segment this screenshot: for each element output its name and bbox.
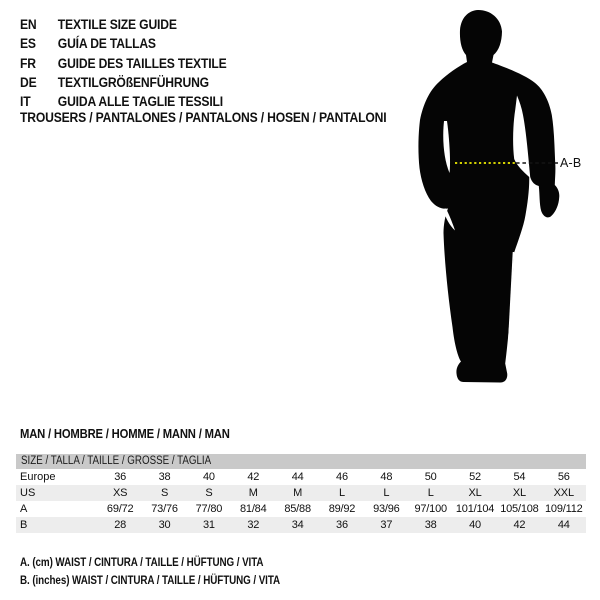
size-table bbox=[16, 454, 586, 533]
size-cell: 31 bbox=[202, 519, 215, 531]
footnote-a-text: A. (cm) WAIST / CINTURA / TAILLE / HÜFTUNG / VITA bbox=[20, 555, 264, 569]
section-title bbox=[20, 426, 253, 442]
language-row bbox=[20, 15, 227, 34]
table-row bbox=[16, 501, 586, 517]
size-cell: 38 bbox=[424, 519, 437, 531]
language-label: GUIDE DES TAILLES TEXTILE bbox=[57, 55, 227, 71]
measure-label: A-B bbox=[560, 156, 582, 170]
table-row bbox=[16, 485, 586, 501]
row-label: A bbox=[20, 503, 28, 515]
row-label: Europe bbox=[20, 471, 56, 483]
man-silhouette-figure bbox=[415, 5, 565, 390]
size-cell: L bbox=[339, 487, 345, 499]
section-title-text: MAN / HOMBRE / HOMME / MANN / MAN bbox=[20, 427, 230, 441]
size-cell: 34 bbox=[291, 519, 304, 531]
size-cell: 52 bbox=[469, 471, 481, 483]
size-cell: XXL bbox=[553, 487, 574, 499]
size-cell: XS bbox=[113, 487, 128, 499]
size-cell: 32 bbox=[247, 519, 260, 531]
size-cell: 105/108 bbox=[500, 503, 539, 515]
size-cell: S bbox=[160, 487, 169, 499]
size-cell: XL bbox=[512, 487, 526, 499]
size-cell: S bbox=[205, 487, 213, 499]
language-row bbox=[20, 54, 227, 73]
language-label: GUIDA ALLE TAGLIE TESSILI bbox=[57, 94, 223, 110]
size-cell: 42 bbox=[247, 471, 260, 483]
language-code: EN bbox=[20, 17, 37, 32]
size-cell: L bbox=[427, 487, 434, 499]
size-cell: XL bbox=[468, 487, 482, 499]
table-row bbox=[16, 469, 586, 485]
size-cell: 46 bbox=[336, 471, 348, 483]
size-cell: 73/76 bbox=[151, 503, 178, 515]
footnote-b-text: B. (inches) WAIST / CINTURA / TAILLE / HÜFTUNG / VITA bbox=[20, 573, 281, 588]
size-cell: 44 bbox=[291, 471, 304, 483]
language-code: FR bbox=[20, 55, 36, 71]
size-cell: 101/104 bbox=[455, 503, 495, 515]
language-row bbox=[20, 34, 227, 53]
size-cell: M bbox=[293, 487, 303, 499]
size-table-body bbox=[16, 469, 586, 533]
size-cell: L bbox=[383, 487, 390, 499]
size-cell: 30 bbox=[158, 519, 171, 531]
size-cell: 81/84 bbox=[239, 503, 267, 515]
size-cell: 109/112 bbox=[545, 503, 583, 515]
size-cell: 69/72 bbox=[106, 503, 134, 515]
size-table-header-text: SIZE / TALLA / TAILLE / GRÖSSE / TAGLIA bbox=[21, 455, 212, 467]
language-label: GUÍA DE TALLAS bbox=[57, 36, 156, 52]
row-label: US bbox=[20, 487, 36, 499]
silhouette-svg bbox=[415, 5, 565, 390]
size-cell: 40 bbox=[202, 471, 215, 483]
footnote-b bbox=[20, 571, 337, 589]
size-cell: 48 bbox=[380, 471, 393, 483]
language-label: TEXTILE SIZE GUIDE bbox=[57, 17, 177, 32]
size-cell: 36 bbox=[114, 471, 127, 483]
size-cell: 54 bbox=[513, 471, 526, 483]
size-cell: 77/80 bbox=[195, 503, 223, 515]
size-cell: 38 bbox=[158, 471, 171, 483]
size-cell: 37 bbox=[380, 519, 393, 531]
language-label: TEXTILGRÖßENFÜHRUNG bbox=[57, 74, 209, 90]
size-cell: 85/88 bbox=[284, 503, 311, 515]
size-cell: 56 bbox=[557, 471, 570, 483]
man-silhouette bbox=[418, 10, 559, 383]
size-cell: 97/100 bbox=[414, 503, 447, 515]
size-cell: 36 bbox=[336, 519, 348, 531]
size-cell: 28 bbox=[114, 519, 127, 531]
footnotes bbox=[20, 553, 337, 589]
language-code: DE bbox=[20, 74, 37, 90]
language-code: ES bbox=[20, 36, 36, 52]
size-cell: 44 bbox=[557, 519, 570, 531]
size-cell: 89/92 bbox=[328, 503, 356, 515]
size-table-header bbox=[16, 454, 586, 469]
language-code: IT bbox=[20, 94, 31, 110]
category-title-text: TROUSERS / PANTALONES / PANTALONS / HOSEN / PANTALONI bbox=[20, 110, 387, 125]
size-cell: 40 bbox=[469, 519, 481, 531]
size-cell: M bbox=[248, 487, 258, 499]
footnote-a bbox=[20, 553, 337, 571]
size-cell: 93/96 bbox=[373, 503, 400, 515]
row-label: B bbox=[20, 519, 28, 531]
language-row bbox=[20, 73, 227, 92]
size-cell: 42 bbox=[513, 519, 526, 531]
category-title bbox=[20, 108, 427, 127]
size-cell: 50 bbox=[424, 471, 437, 483]
table-row bbox=[16, 517, 586, 533]
language-list bbox=[20, 15, 227, 111]
